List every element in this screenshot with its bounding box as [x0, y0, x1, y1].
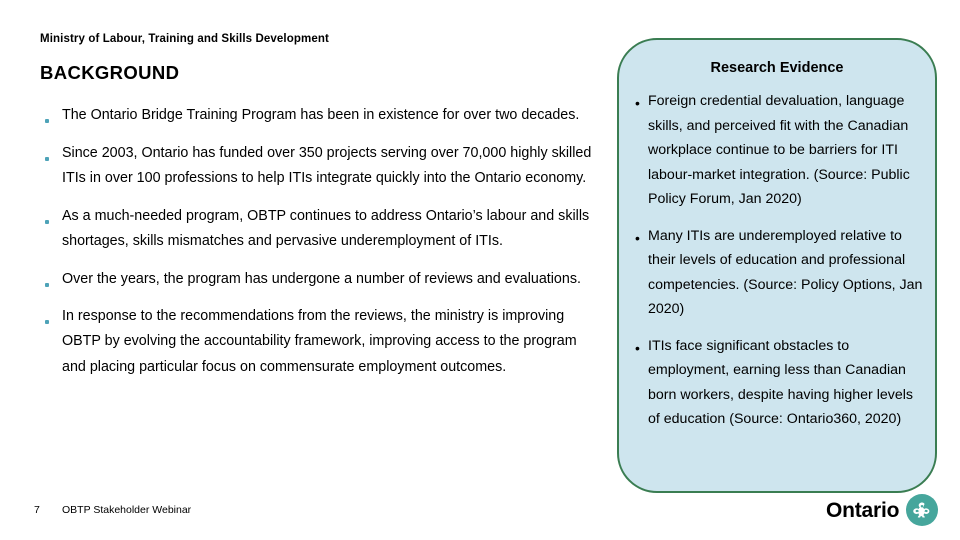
callout-bullet-list — [619, 89, 935, 432]
list-item-text: Foreign credential devaluation, language skills, and perceived fit with the Canadian workplace continue to be barriers for ITI labour-market integration. (Source: Public Policy Forum, Jan 2020) — [648, 93, 910, 207]
square-bullet-icon — [40, 267, 62, 292]
page-number: 7 — [34, 504, 40, 516]
list-item — [40, 204, 592, 254]
callout-title: Research Evidence — [710, 60, 844, 76]
list-item — [40, 267, 592, 292]
trillium-icon — [906, 494, 938, 526]
square-bullet-icon — [40, 304, 62, 329]
square-bullet-icon — [40, 141, 62, 166]
list-item-text: Many ITIs are underemployed relative to their levels of education and professional competencies. (Source: Policy Options, Jan 2020) — [648, 227, 923, 317]
list-item — [40, 103, 592, 128]
square-bullet-icon — [40, 204, 62, 229]
dot-bullet-icon: • — [635, 95, 640, 111]
list-item — [635, 334, 923, 432]
ministry-line: Ministry of Labour, Training and Skills Development — [40, 33, 329, 45]
main-bullet-list — [40, 103, 592, 392]
list-item — [40, 304, 592, 380]
list-item-text: As a much-needed program, OBTP continues to address Ontario’s labour and skills shortages, skills mismatches and pervasive underemployment of ITIs. — [62, 207, 590, 249]
footer-label: OBTP Stakeholder Webinar — [62, 504, 192, 516]
square-bullet-icon — [40, 103, 62, 128]
list-item-text: Over the years, the program has undergone a number of reviews and evaluations. — [62, 270, 581, 287]
page-title: BACKGROUND — [40, 62, 180, 83]
research-evidence-callout — [617, 38, 937, 493]
list-item-text: ITIs face significant obstacles to employment, earning less than Canadian born workers, despite having higher levels of education (Source: Ontario360, 2020) — [648, 337, 913, 427]
ontario-logo — [826, 494, 938, 526]
list-item — [635, 224, 923, 322]
list-item-text: In response to the recommendations from the reviews, the ministry is improving OBTP by evolving the accountability framework, improving access to the program and placing particular focus on commensurate employment outcomes. — [62, 308, 577, 375]
list-item — [40, 141, 592, 191]
dot-bullet-icon: • — [635, 339, 640, 356]
list-item — [635, 89, 923, 212]
list-item-text: Since 2003, Ontario has funded over 350 projects serving over 70,000 highly skilled ITIs in over 100 professions to help ITIs integrate quickly into the Ontario economy. — [62, 144, 592, 186]
list-item-text: The Ontario Bridge Training Program has been in existence for over two decades. — [62, 107, 580, 123]
dot-bullet-icon: • — [635, 229, 640, 246]
ontario-wordmark: Ontario — [826, 498, 900, 522]
